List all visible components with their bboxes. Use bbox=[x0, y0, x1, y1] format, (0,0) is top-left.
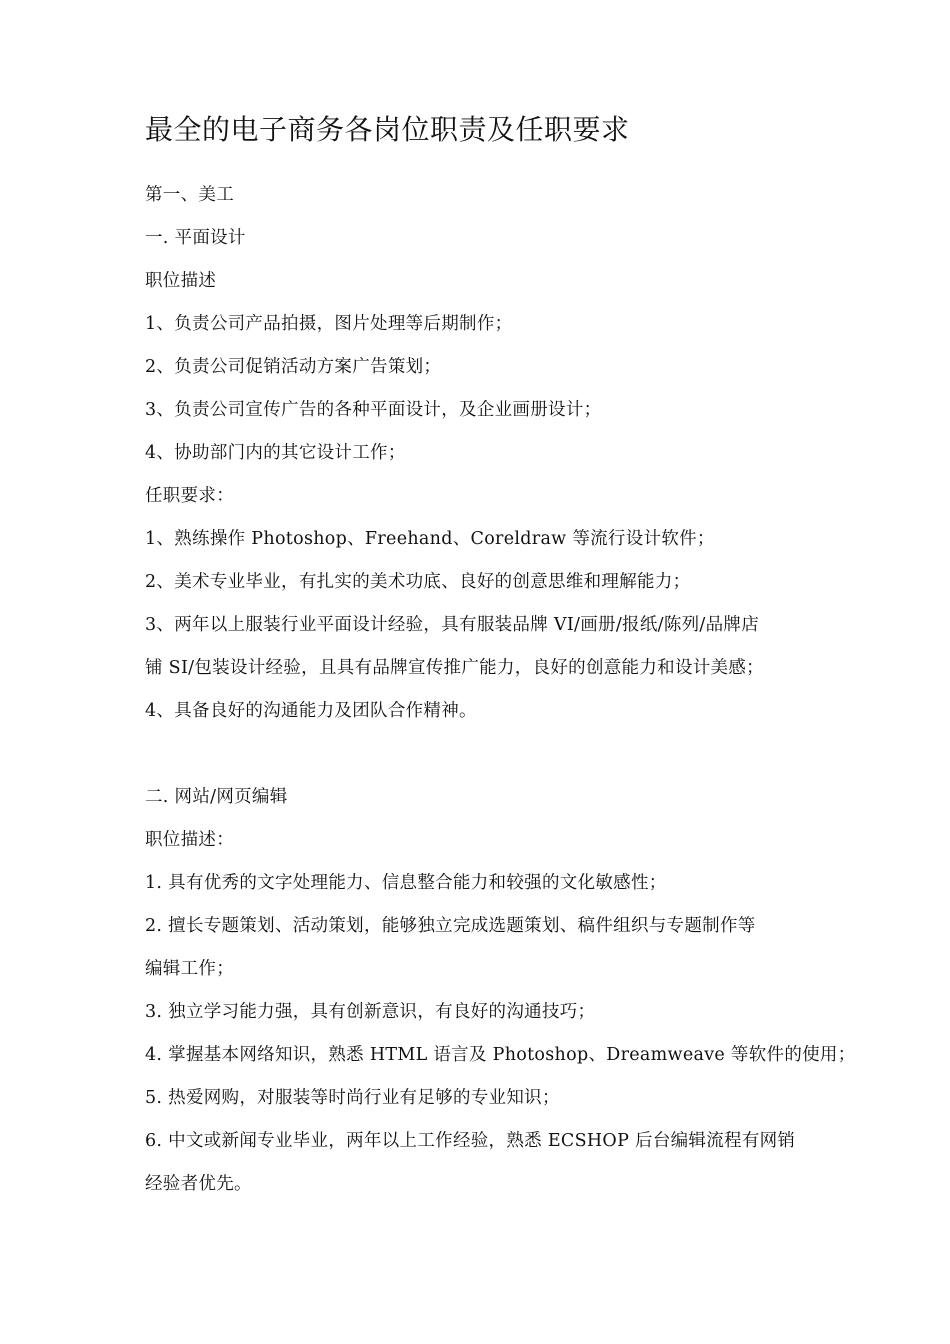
document-title: 最全的电子商务各岗位职责及任职要求 bbox=[145, 113, 630, 146]
part1-description-label: 职位描述 bbox=[145, 271, 217, 291]
section-heading: 第一、美工 bbox=[145, 185, 234, 205]
part1-duty-1: 1、负责公司产品拍摄，图片处理等后期制作； bbox=[145, 314, 513, 334]
part1-requirement-2: 2、美术专业毕业，有扎实的美术功底、良好的创意思维和理解能力； bbox=[145, 572, 691, 592]
part2-heading: 二. 网站/网页编辑 bbox=[145, 787, 288, 807]
part2-description-label: 职位描述： bbox=[145, 830, 234, 850]
part2-duty-2: 2. 擅长专题策划、活动策划，能够独立完成选题策划、稿件组织与专题制作等 bbox=[145, 916, 756, 936]
part2-duty-5: 5. 热爱网购，对服装等时尚行业有足够的专业知识； bbox=[145, 1088, 560, 1108]
part1-duty-3: 3、负责公司宣传广告的各种平面设计，及企业画册设计； bbox=[145, 400, 602, 420]
part1-requirement-3: 3、两年以上服装行业平面设计经验，具有服装品牌 VI/画册/报纸/陈列/品牌店 bbox=[145, 615, 760, 635]
part2-duty-4: 4. 掌握基本网络知识，熟悉 HTML 语言及 Photoshop、Dreamweave 等软件的使用； bbox=[145, 1045, 856, 1065]
part1-requirement-4: 4、具备良好的沟通能力及团队合作精神。 bbox=[145, 701, 477, 721]
part1-requirement-1: 1、熟练操作 Photoshop、Freehand、Coreldraw 等流行设计软件； bbox=[145, 529, 715, 549]
part2-duty-2-cont: 编辑工作； bbox=[145, 959, 234, 979]
part2-duty-1: 1. 具有优秀的文字处理能力、信息整合能力和较强的文化敏感性； bbox=[145, 873, 667, 893]
part1-heading: 一. 平面设计 bbox=[145, 228, 246, 248]
part2-duty-6: 6. 中文或新闻专业毕业，两年以上工作经验，熟悉 ECSHOP 后台编辑流程有网销 bbox=[145, 1131, 796, 1151]
part1-duty-4: 4、协助部门内的其它设计工作； bbox=[145, 443, 406, 463]
part1-requirement-3-cont: 铺 SI/包装设计经验，且具有品牌宣传推广能力，良好的创意能力和设计美感； bbox=[145, 658, 764, 678]
part1-duty-2: 2、负责公司促销活动方案广告策划； bbox=[145, 357, 442, 377]
part1-requirements-label: 任职要求： bbox=[145, 486, 234, 506]
part2-duty-3: 3. 独立学习能力强，具有创新意识，有良好的沟通技巧； bbox=[145, 1002, 596, 1022]
part2-duty-6-cont: 经验者优先。 bbox=[145, 1174, 252, 1194]
